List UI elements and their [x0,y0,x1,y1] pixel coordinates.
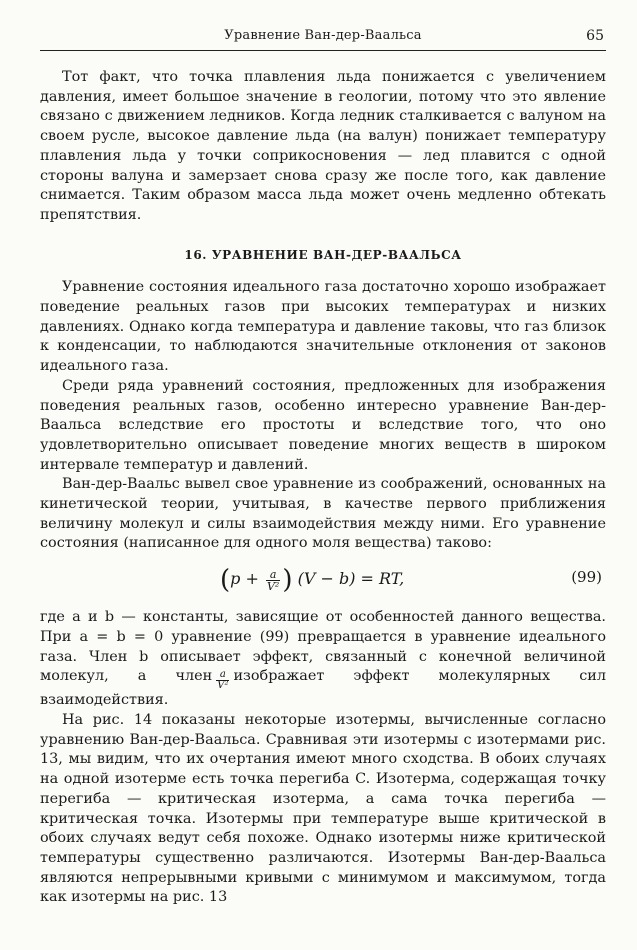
section-heading: 16. УРАВНЕНИЕ ВАН-ДЕР-ВААЛЬСА [184,247,462,262]
inline-frac-numerator: a [219,669,226,681]
paragraph-ideal-gas: Уравнение состояния идеального газа достаточно хорошо изображает поведение реальных газов при высоких температурах и низких давлениях. Однако когда температура и давление таковы, что газ близок к конденсации, то наблюдаются значительные отклонения от законов идеального газа. [40,279,606,375]
intro-paragraph: Тот факт, что точка плавления льда понижается с увеличением давления, имеет большое значение в геологии, потому что это явление связано с движением ледников. Когда ледник сталкивается с валуном на своем русле, высокое давление льда (на валун) понижает температуру плавления льда у точки соприкосновения — лед плавится с одной стороны валуна и замерзает снова сразу же после того, как давление снимается. Таким образом масса льда может очень медленно обтекать препятствия. [40,69,606,223]
paragraph-isotherms: На рис. 14 показаны некоторые изотермы, вычисленные согласно уравнению Ван-дер-Ваальса. Сравнивая эти изотермы с изотермами рис. 13, мы видим, что их очертания имеют много сходства. В обоих случаях на одной изотерме есть точка перегиба C. Изотерма, содержащая точку перегиба — критическая изотерма, а сама точка перегиба — критическая точка. Изотермы при температуре выше критической в обоих случаях ведут себя похоже. Однако изотермы ниже критической температуры существенно различаются. Изотермы Ван-дер-Ваальса являются непрерывными кривыми с минимумом и максимумом, тогда как изотермы на рис. 13 [40,711,606,906]
eq-close-paren: ) [282,565,293,596]
eq-open-paren: ( [220,565,231,596]
paragraph-equations-of-state: Среди ряда уравнений состояния, предложенных для изображения поведения реальных газов, особенно интересно уравнение Ван-дер-Ваальса вследствие его простоты и вследствие того, что оно удовлетворительно описывает поведение многих веществ в широком интервале температур и давлений. [40,377,606,473]
eq-frac-numerator: a [269,568,277,582]
inline-frac-denominator: V² [217,680,229,692]
page-number: 65 [586,28,604,44]
equation-99 [40,558,606,602]
eq-frac-denominator: V² [266,580,280,594]
constants-text-2: изображает эффект молекулярных сил взаимодействия. [40,668,606,709]
eq-p-term: p + [230,569,259,589]
paragraph-derivation: Ван-дер-Ваальс вывел свое уравнение из соображений, основанных на кинетической теории, учитывая, в качестве первого приближения величину молекул и силы взаимодействия между ними. Его уравнение состояния (написанное для одного моля вещества) таково: [40,476,606,552]
eq-fraction [266,569,280,592]
page-header [40,26,606,51]
equation-number: (99) [571,568,602,587]
paragraph-constants [40,608,606,711]
page-body [40,68,606,908]
running-title: Уравнение Ван-дер-Ваальса [224,28,422,43]
inline-fraction [216,670,229,691]
constants-text-1: где a и b — константы, зависящие от особенностей данного вещества. При a = b = 0 уравнение (99) превращается в уравнение идеального газа. Член b описывает эффект, связанный с конечной величиной молекул, а член [40,609,606,685]
eq-rest: (V − b) = RT, [297,569,405,589]
equation-body [220,564,404,595]
